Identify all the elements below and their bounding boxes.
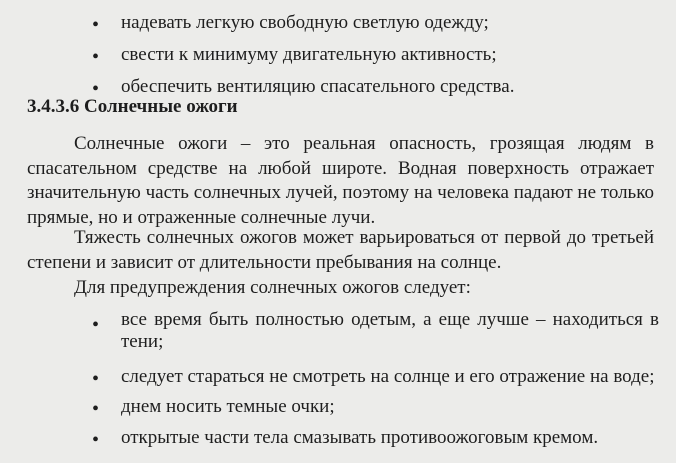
bullet-icon: • <box>92 314 100 336</box>
list-item-text: надевать легкую свободную светлую одежду; <box>121 12 489 33</box>
bullet-icon: • <box>92 429 100 451</box>
list-item-text: днем носить темные очки; <box>121 396 335 417</box>
bullet-icon: • <box>92 368 100 390</box>
bullet-icon: • <box>92 78 100 100</box>
paragraph: Для предупреждения солнечных ожогов следует: <box>74 277 471 298</box>
paragraph: Солнечные ожоги – это реальная опасность, грозящая людям в спасательном средстве на любой широте. Водная поверхность отражает значительную часть солнечных лучей, поэтому на человека падают не только прямые, но и отраженные солнечные лучи. <box>27 133 654 228</box>
list-item-text: все время быть полностью одетым, а еще лучше – находиться в тени; <box>121 309 659 352</box>
paragraph: Тяжесть солнечных ожогов может варьироваться от первой до третьей степени и зависит от длительности пребывания на солнце. <box>27 227 654 273</box>
bullet-icon: • <box>92 398 100 420</box>
bullet-icon: • <box>92 46 100 68</box>
list-item-text: свести к минимуму двигательную активность; <box>121 44 497 65</box>
bullet-icon: • <box>92 14 100 36</box>
list-item-text: открытые части тела смазывать противоожоговым кремом. <box>121 427 599 448</box>
section-title: 3.4.3.6 Солнечные ожоги <box>27 96 238 117</box>
list-item-text: обеспечить вентиляцию спасательного средства. <box>121 76 515 97</box>
list-item-text: следует стараться не смотреть на солнце и его отражение на воде; <box>121 366 655 387</box>
